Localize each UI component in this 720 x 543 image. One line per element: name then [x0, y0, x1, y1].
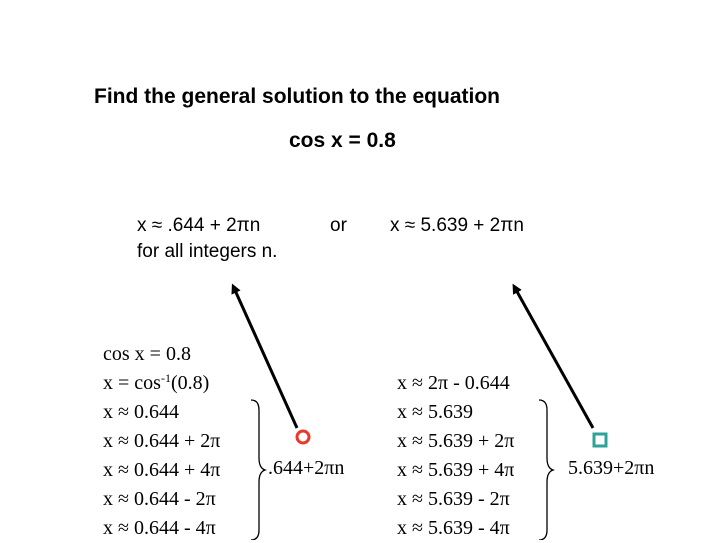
left-bracket-label: .644+2πn [268, 457, 345, 479]
left-work-line-6: x ≈ 0.644 - 2π [103, 488, 216, 510]
square-marker [594, 434, 606, 446]
or-text: or [330, 215, 347, 236]
left-work-line-3: x ≈ 0.644 [103, 401, 179, 423]
heading-line-1: Find the general solution to the equation [94, 85, 500, 108]
right-work-line-6: x ≈ 5.639 - 4π [397, 517, 510, 539]
left-brace [251, 400, 265, 540]
right-work-line-5: x ≈ 5.639 - 2π [397, 488, 510, 510]
right-bracket-label: 5.639+2πn [568, 457, 655, 479]
left-work-line-7: x ≈ 0.644 - 4π [103, 517, 216, 539]
right-solution: x ≈ 5.639 + 2πn [390, 215, 524, 236]
left-work-line-1: cos x = 0.8 [103, 343, 191, 365]
heading-equation: cos x = 0.8 [289, 129, 396, 152]
integers-note: for all integers n. [137, 241, 278, 262]
right-work-line-3: x ≈ 5.639 + 2π [397, 430, 515, 452]
right-work-line-4: x ≈ 5.639 + 4π [397, 459, 515, 481]
left-solution: x ≈ .644 + 2πn [137, 215, 261, 236]
right-work-line-2: x ≈ 5.639 [397, 401, 473, 423]
left-work-line-4: x ≈ 0.644 + 2π [103, 430, 221, 452]
circle-marker [297, 431, 309, 443]
left-work-line-2: $x = \cos^{-1}(0.8)$ [103, 371, 210, 394]
left-work-line-5: x ≈ 0.644 + 4π [103, 459, 221, 481]
left-arrow [234, 288, 297, 428]
right-work-line-1: x ≈ 2π - 0.644 [397, 372, 510, 394]
right-brace [539, 400, 553, 540]
right-arrow [515, 288, 593, 428]
